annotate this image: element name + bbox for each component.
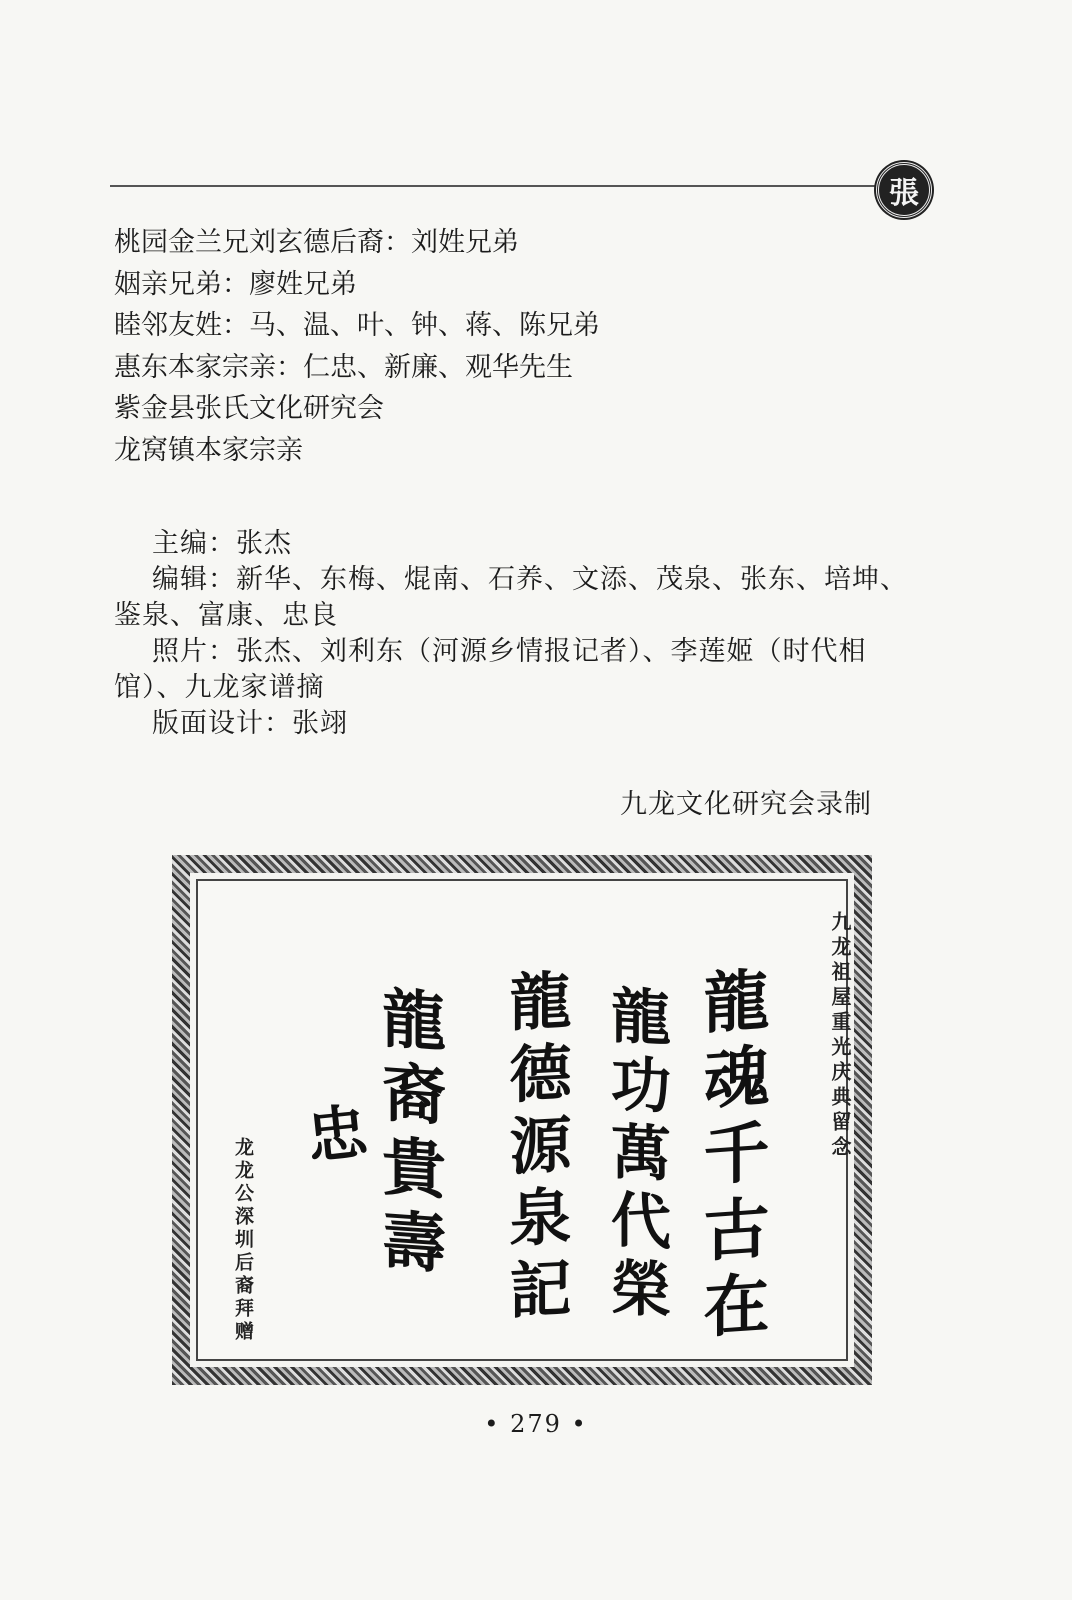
chief-editor-credit: 主编：张杰 [152, 528, 292, 559]
page-number: • 279 • [484, 1410, 588, 1438]
header-rule [110, 185, 880, 187]
calligraphy-column: 龍裔貴壽 [371, 983, 446, 1285]
recorder-line: 九龙文化研究会录制 [620, 789, 872, 820]
calligraphy-column: 龍德源泉記 [499, 967, 572, 1331]
calligraphy-column: 忠 [294, 1099, 370, 1167]
calligraphy-column: 龍魂千古在 [692, 964, 770, 1350]
dedication-line: 龙窝镇本家宗亲 [114, 434, 303, 466]
dedication-line: 紫金县张氏文化研究会 [114, 393, 384, 424]
plaque-left-caption: 龙龙公深圳后裔拜赠 [232, 1137, 254, 1344]
calligraphy-column: 龍功萬代榮 [601, 983, 671, 1327]
dedication-line: 惠东本家宗亲：仁忠、新廉、观华先生 [114, 351, 573, 383]
editors-credit: 编辑：新华、东梅、焜南、石养、文添、茂泉、张东、培坤、鉴泉、富康、忠良 [114, 564, 908, 631]
layout-credit: 版面设计：张翊 [152, 708, 348, 739]
plaque-right-caption: 九龙祖屋重光庆典留念 [828, 911, 852, 1161]
dedication-line: 姻亲兄弟：廖姓兄弟 [114, 268, 357, 300]
zhang-seal-icon: 張 [876, 162, 932, 218]
plaque-inner [196, 879, 852, 1361]
photos-credit: 照片：张杰、刘利东（河源乡情报记者）、李莲姬（时代相馆）、九龙家谱摘 [114, 636, 867, 703]
credits-block [114, 526, 914, 742]
dedication-line: 睦邻友姓：马、温、叶、钟、蒋、陈兄弟 [114, 310, 600, 341]
calligraphy-plaque [172, 855, 872, 1385]
dedication-line: 桃园金兰兄刘玄德后裔：刘姓兄弟 [114, 227, 519, 258]
dedication-list [114, 222, 600, 471]
